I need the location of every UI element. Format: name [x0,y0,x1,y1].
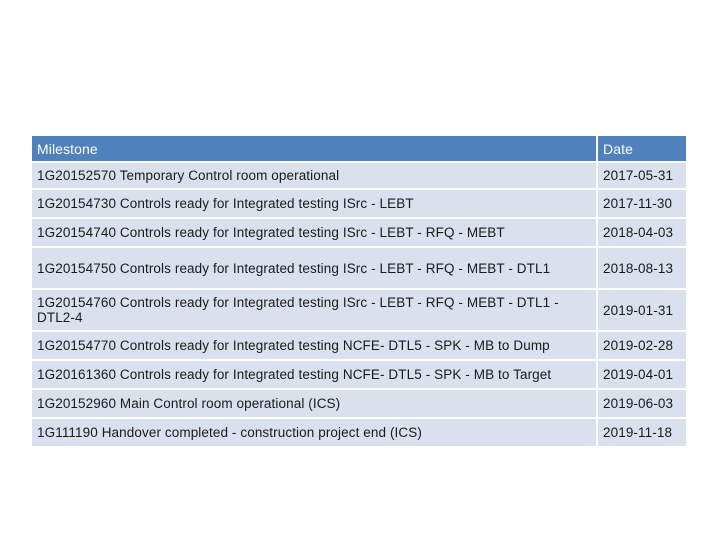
milestone-column-header: Milestone [31,135,597,162]
table-row [31,162,687,189]
table-row [31,360,687,389]
table-header-row [31,135,687,162]
table-row [31,218,687,247]
date-cell: 2019-06-03 [597,389,687,418]
date-cell: 2017-11-30 [597,189,687,218]
table-row [31,289,687,331]
date-cell: 2018-04-03 [597,218,687,247]
milestone-cell: 1G20161360 Controls ready for Integrated testing NCFE- DTL5 - SPK - MB to Target [31,360,597,389]
milestone-cell: 1G20154750 Controls ready for Integrated testing ISrc - LEBT - RFQ - MEBT - DTL1 [31,247,597,289]
date-column-header: Date [597,135,687,162]
milestone-cell: 1G111190 Handover completed - construction project end (ICS) [31,418,597,447]
milestone-cell: 1G20154760 Controls ready for Integrated testing ISrc - LEBT - RFQ - MEBT - DTL1 - DTL2-4 [31,289,597,331]
table-row [31,389,687,418]
date-cell: 2019-11-18 [597,418,687,447]
milestone-table-container [30,134,686,448]
table-row [31,189,687,218]
date-cell: 2019-02-28 [597,331,687,360]
milestone-cell: 1G20154730 Controls ready for Integrated testing ISrc - LEBT [31,189,597,218]
milestone-cell: 1G20152570 Temporary Control room operational [31,162,597,189]
milestone-cell: 1G20154770 Controls ready for Integrated testing NCFE- DTL5 - SPK - MB to Dump [31,331,597,360]
table-row [31,247,687,289]
table-row [31,331,687,360]
date-cell: 2019-04-01 [597,360,687,389]
table-row [31,418,687,447]
milestone-cell: 1G20152960 Main Control room operational (ICS) [31,389,597,418]
milestone-table [30,134,688,448]
date-cell: 2019-01-31 [597,289,687,331]
date-cell: 2018-08-13 [597,247,687,289]
milestone-cell: 1G20154740 Controls ready for Integrated testing ISrc - LEBT - RFQ - MEBT [31,218,597,247]
date-cell: 2017-05-31 [597,162,687,189]
